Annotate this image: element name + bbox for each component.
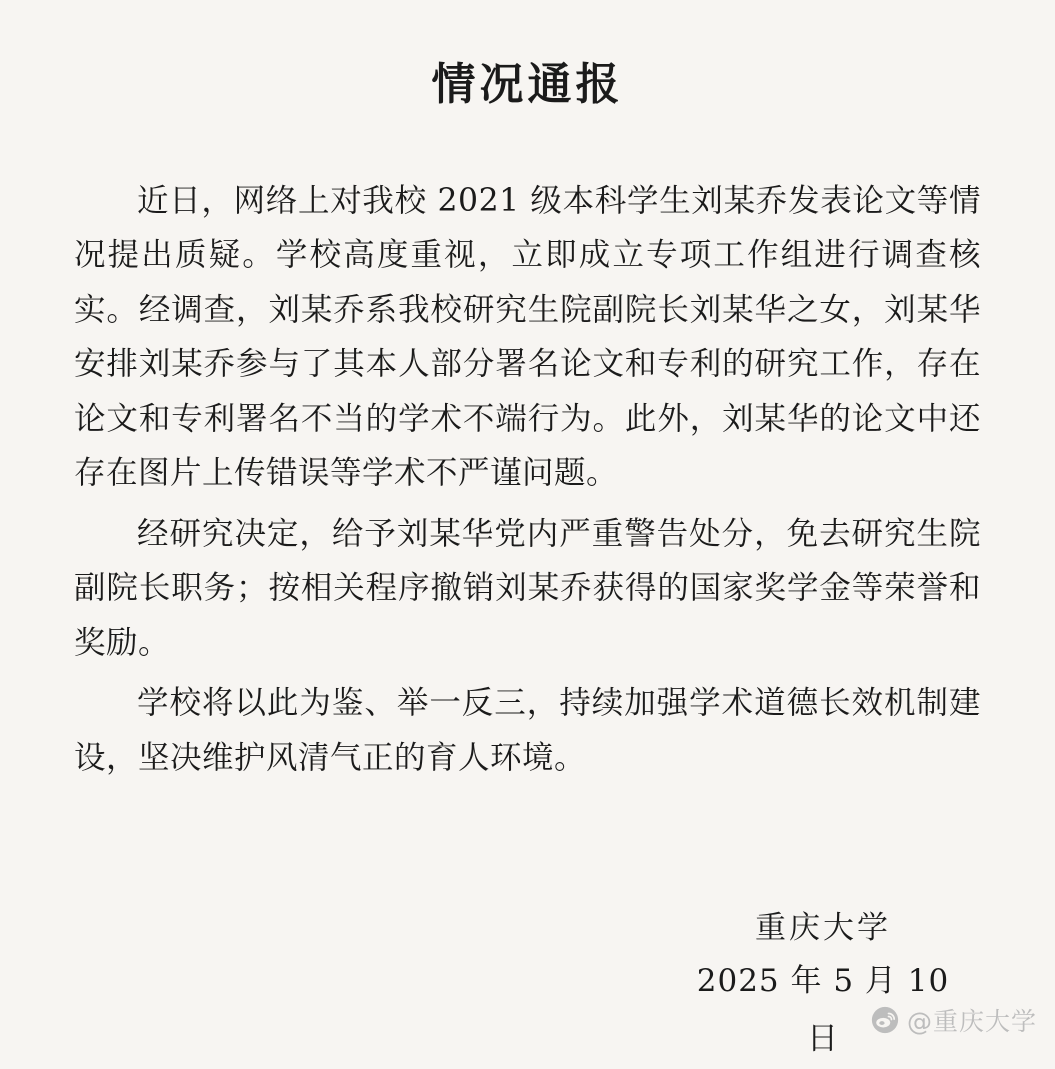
document-body xyxy=(74,174,981,785)
paragraph-3: 学校将以此为鉴、举一反三，持续加强学术道德长效机制建设，坚决维护风清气正的育人环境。 xyxy=(74,676,981,785)
signature-block xyxy=(683,905,963,1069)
signature-organization: 重庆大学 xyxy=(683,905,963,952)
paragraph-2: 经研究决定，给予刘某华党内严重警告处分，免去研究生院副院长职务；按相关程序撤销刘某乔获得的国家奖学金等荣誉和奖励。 xyxy=(74,507,981,670)
page-title: 情况通报 xyxy=(0,0,1055,112)
watermark-handle: @重庆大学 xyxy=(907,1002,1037,1038)
signature-date: 2025 年 5 月 10 日 xyxy=(683,952,963,1069)
watermark xyxy=(871,1002,1037,1038)
paragraph-1: 近日，网络上对我校 2021 级本科学生刘某乔发表论文等情况提出质疑。学校高度重视，立即成立专项工作组进行调查核实。经调查，刘某乔系我校研究生院副院长刘某华之女，刘某华安排刘某乔参与了其本人部分署名论文和专利的研究工作，存在论文和专利署名不当的学术不端行为。此外，刘某华的论文中还存在图片上传错误等学术不严谨问题。 xyxy=(74,174,981,501)
weibo-icon xyxy=(871,1006,899,1034)
